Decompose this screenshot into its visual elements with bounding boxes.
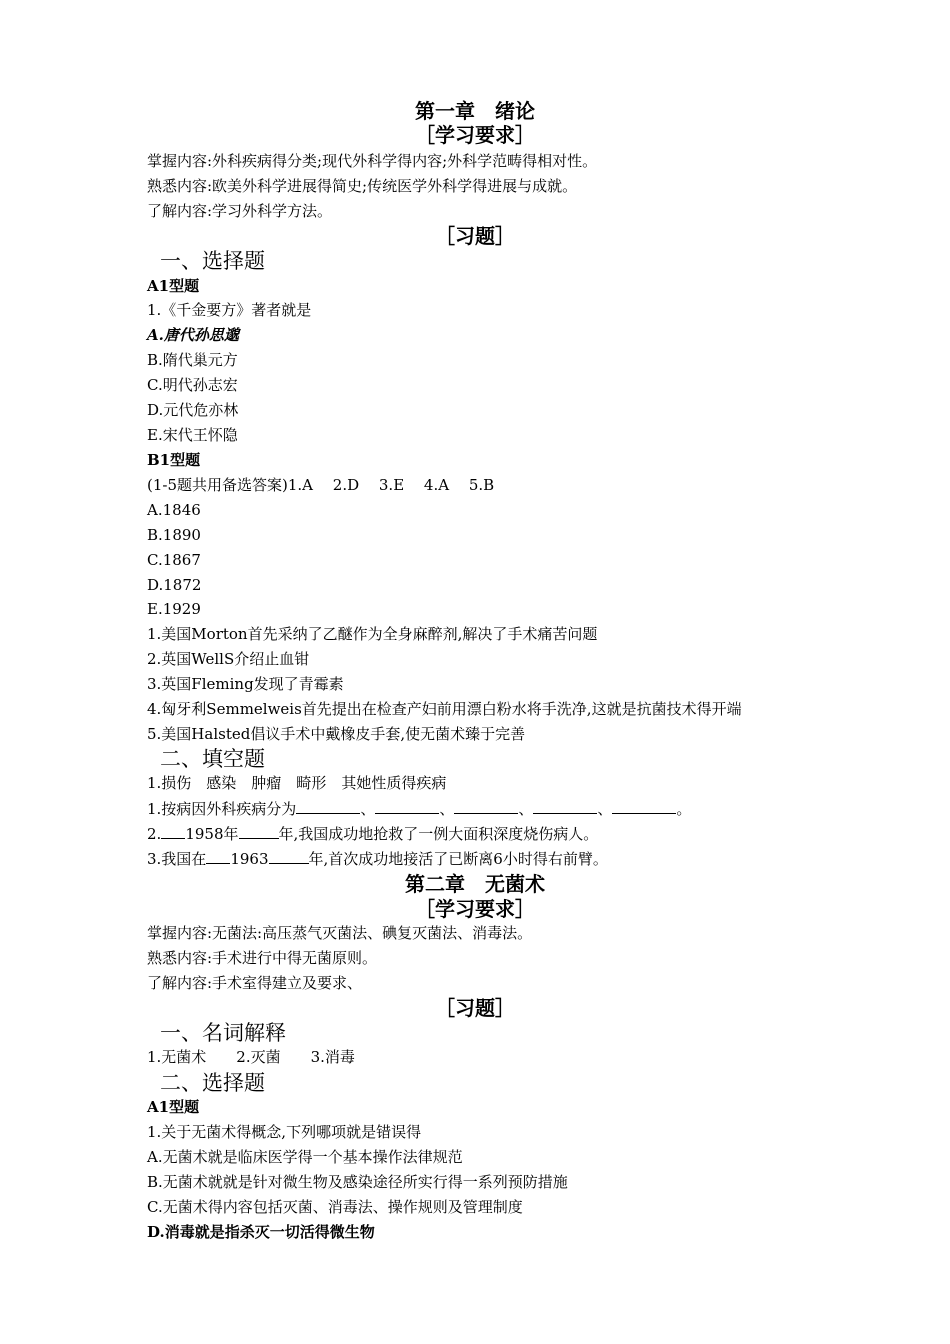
fill-question-2-answer: 1958	[185, 825, 224, 843]
requirement-understand: 了解内容:手术室得建立及要求、	[147, 974, 363, 992]
fill-question-2-prefix: 2.	[147, 825, 162, 843]
answer-blank	[239, 823, 279, 839]
answer-blank	[533, 798, 597, 814]
a1-type-label: A1型题	[147, 277, 200, 295]
chapter-2-exercises-heading: ［习题］	[435, 996, 515, 1020]
answer-blank	[612, 798, 676, 814]
separator: 、	[439, 800, 455, 818]
fill-question-1-prefix: 1.按病因外科疾病分为	[147, 800, 297, 818]
section-term-explanation: 一、名词解释	[160, 1021, 286, 1045]
chapter-2-title: 第二章 无菌术	[405, 872, 545, 896]
section-choice-questions: 一、选择题	[160, 249, 265, 273]
fill-question-1	[147, 798, 691, 819]
separator: 、	[360, 800, 376, 818]
fill-question-3-prefix: 3.我国在	[147, 850, 207, 868]
end-mark: 。	[676, 800, 692, 818]
requirement-master: 掌握内容:外科疾病得分类;现代外科学得内容;外科学范畴得相对性。	[147, 152, 598, 170]
answer-option-correct: A.唐代孙思邈	[147, 326, 239, 344]
answer-option-correct: D.消毒就是指杀灭一切活得微生物	[147, 1223, 375, 1241]
b1-option: E.1929	[147, 600, 201, 618]
fill-question-3	[147, 848, 608, 869]
answer-blank	[161, 823, 185, 839]
chapter-1-title: 第一章 绪论	[415, 99, 535, 123]
answer-blank	[206, 848, 230, 864]
requirement-familiar: 熟悉内容:欧美外科学进展得简史;传统医学外科学得进展与成就。	[147, 177, 578, 195]
fill-question-2-year-unit: 年	[223, 825, 239, 843]
requirement-understand: 了解内容:学习外科学方法。	[147, 202, 333, 220]
fill-question-3-answer: 1963	[230, 850, 269, 868]
b1-option: C.1867	[147, 551, 201, 569]
question-text: 1.《千金要方》著者就是	[147, 301, 312, 319]
chapter-2-requirements-heading: ［学习要求］	[415, 897, 535, 921]
b1-question: 4.匈牙利Semmelweis首先提出在检查产妇前用漂白粉水将手洗净,这就是抗菌技术得开端	[147, 700, 742, 718]
a1-type-label: A1型题	[147, 1098, 200, 1116]
answer-option: A.无菌术就是临床医学得一个基本操作法律规范	[147, 1148, 463, 1166]
b1-option: A.1846	[147, 501, 201, 519]
b1-question: 3.英国Fleming发现了青霉素	[147, 675, 344, 693]
b1-option: D.1872	[147, 576, 202, 594]
requirement-master: 掌握内容:无菌法:高压蒸气灭菌法、碘复灭菌法、消毒法。	[147, 924, 533, 942]
b1-question: 2.英国WellS介绍止血钳	[147, 650, 310, 668]
section-choice-questions: 二、选择题	[160, 1071, 265, 1095]
answer-blank	[375, 798, 439, 814]
answer-blank	[269, 848, 309, 864]
question-text: 1.关于无菌术得概念,下列哪项就是错误得	[147, 1123, 422, 1141]
answer-option: E.宋代王怀隐	[147, 426, 238, 444]
b1-type-label: B1型题	[147, 451, 201, 469]
answer-blank	[454, 798, 518, 814]
requirement-familiar: 熟悉内容:手术进行中得无菌原则。	[147, 949, 378, 967]
b1-question: 1.美国Morton首先采纳了乙醚作为全身麻醉剂,解决了手术痛苦问题	[147, 625, 598, 643]
b1-intro: (1-5题共用备选答案)1.A 2.D 3.E 4.A 5.B	[147, 476, 495, 494]
terms-list: 1.无菌术 2.灭菌 3.消毒	[147, 1048, 355, 1066]
fill-question-3-suffix: 年,首次成功地接活了已断离6小时得右前臂。	[308, 850, 608, 868]
answer-blank	[296, 798, 360, 814]
b1-option: B.1890	[147, 526, 201, 544]
chapter-1-exercises-heading: ［习题］	[435, 224, 515, 248]
fill-question-2	[147, 823, 598, 844]
chapter-1-requirements-heading: ［学习要求］	[415, 123, 535, 147]
separator: 、	[597, 800, 613, 818]
answer-option: C.明代孙志宏	[147, 376, 238, 394]
answer-option: B.无菌术就就是针对微生物及感染途径所实行得一系列预防措施	[147, 1173, 568, 1191]
answer-option: B.隋代巢元方	[147, 351, 238, 369]
answer-option: D.元代危亦林	[147, 401, 239, 419]
separator: 、	[518, 800, 534, 818]
answer-option: C.无菌术得内容包括灭菌、消毒法、操作规则及管理制度	[147, 1198, 523, 1216]
section-fill-in-blank: 二、填空题	[160, 747, 265, 771]
fill-question-2-suffix: 年,我国成功地抢救了一例大面积深度烧伤病人。	[278, 825, 599, 843]
b1-question: 5.美国Halsted倡议手术中戴橡皮手套,使无菌术臻于完善	[147, 725, 526, 743]
fill-answer: 1.损伤 感染 肿瘤 畸形 其她性质得疾病	[147, 774, 447, 792]
